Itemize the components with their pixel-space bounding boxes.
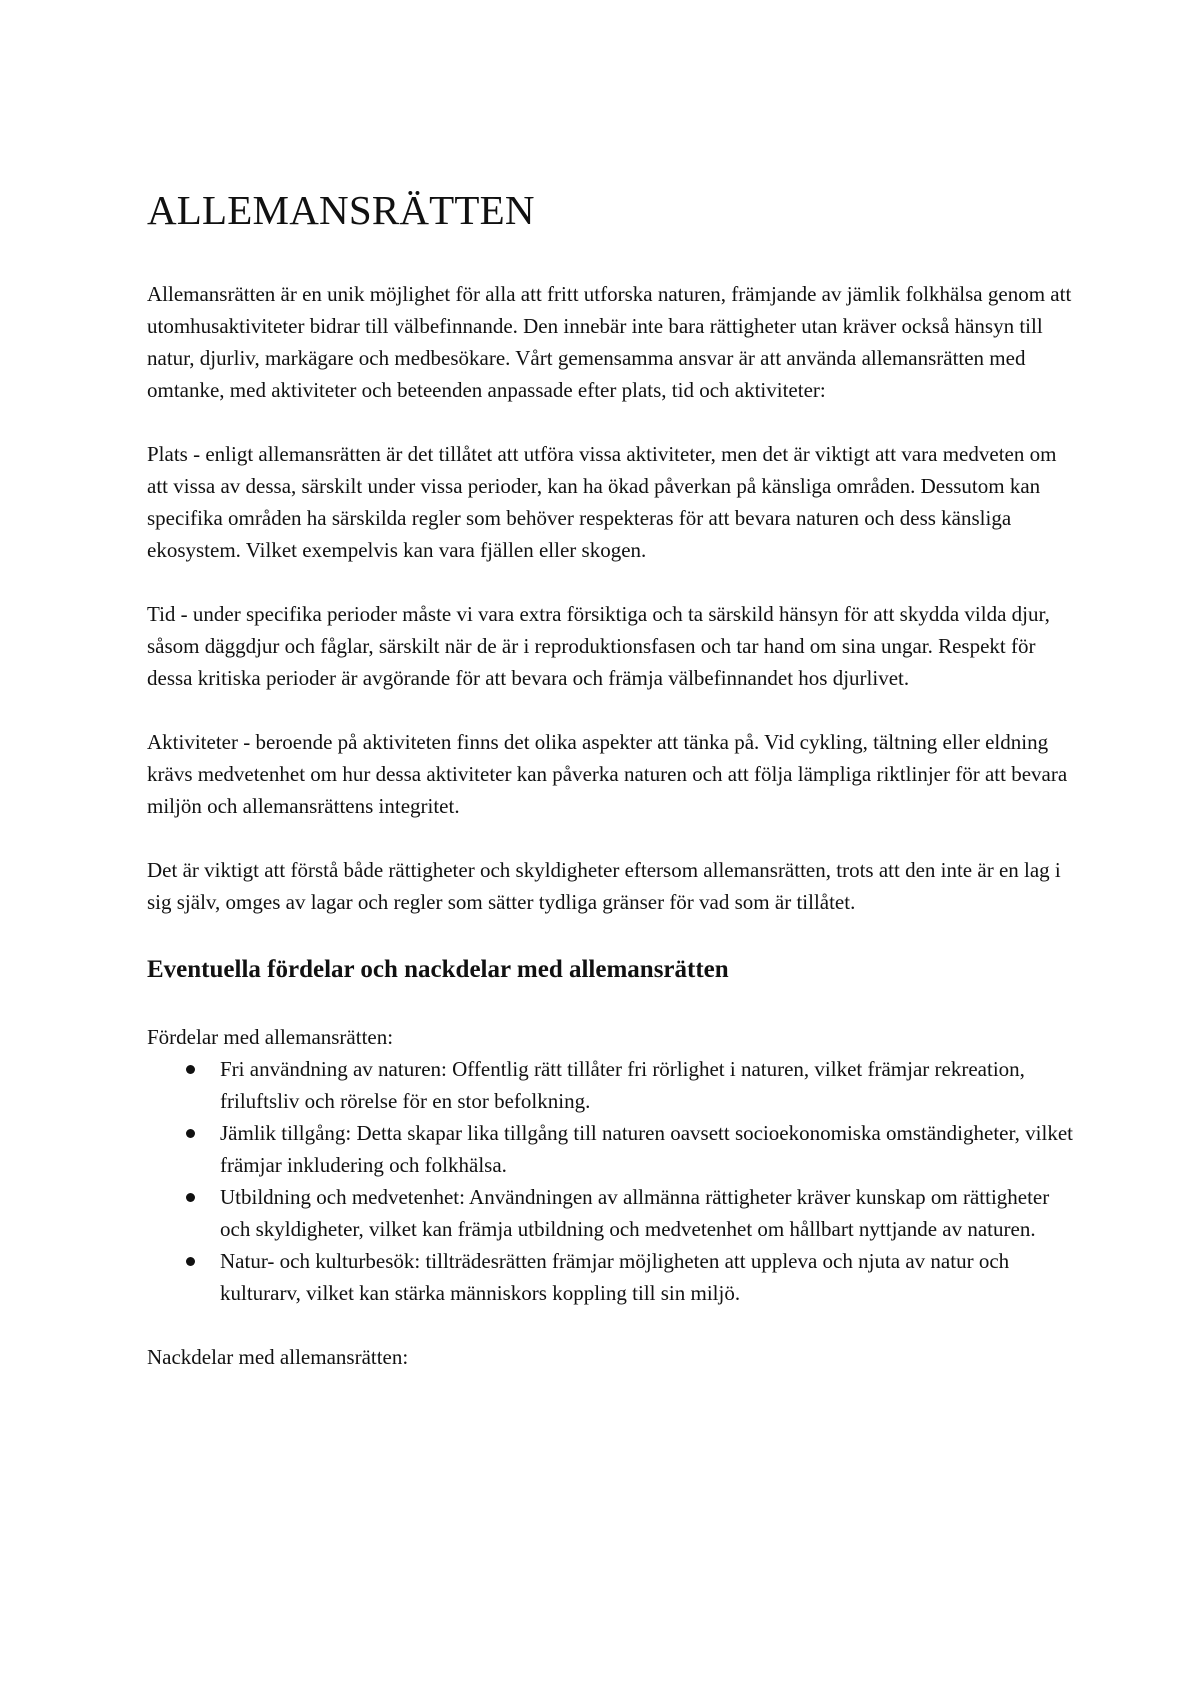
document-body xyxy=(147,180,1077,1373)
section-heading: Eventuella fördelar och nackdelar med allemansrätten xyxy=(147,956,729,983)
list-item xyxy=(147,1245,1077,1309)
bullet-icon xyxy=(186,1257,195,1266)
bullet-icon xyxy=(186,1129,195,1138)
aktiviteter-paragraph: Aktiviteter - beroende på aktiviteten finns det olika aspekter att tänka på. Vid cykling, tältning eller eldning krävs medvetenhet om hur dessa aktiviteter kan påverka naturen och att följa lämpliga riktlinjer för att bevara miljön och allemansrättens integritet. xyxy=(147,730,1068,818)
summary-paragraph: Det är viktigt att förstå både rättigheter och skyldigheter eftersom allemansrätten, trots att den inte är en lag i sig själv, omges av lagar och regler som sätter tydliga gränser för vad som är tillåtet. xyxy=(147,858,1061,914)
list-item-text: Natur- och kulturbesök: tillträdesrätten främjar möjligheten att uppleva och njuta av natur och kulturarv, vilket kan stärka människors koppling till sin miljö. xyxy=(220,1249,1010,1305)
fordelar-list xyxy=(147,1053,1077,1309)
bullet-icon xyxy=(186,1065,195,1074)
list-item-text: Fri användning av naturen: Offentlig rätt tillåter fri rörlighet i naturen, vilket främjar rekreation, friluftsliv och rörelse för en stor befolkning. xyxy=(220,1057,1025,1113)
tid-paragraph: Tid - under specifika perioder måste vi vara extra försiktiga och ta särskild hänsyn för att skydda vilda djur, såsom däggdjur och fåglar, särskilt när de är i reproduktionsfasen och tar hand om sina ungar. Respekt för dessa kritiska perioder är avgörande för att bevara och främja välbefinnandet hos djurlivet. xyxy=(147,602,1050,690)
list-item xyxy=(147,1181,1077,1245)
list-item xyxy=(147,1053,1077,1117)
list-item-text: Utbildning och medvetenhet: Användningen av allmänna rättigheter kräver kunskap om rättigheter och skyldigheter, vilket kan främja utbildning och medvetenhet om hållbart nyttjande av naturen. xyxy=(220,1185,1050,1241)
fordelar-label: Fördelar med allemansrätten: xyxy=(147,1025,394,1049)
list-item xyxy=(147,1117,1077,1181)
plats-paragraph: Plats - enligt allemansrätten är det tillåtet att utföra vissa aktiviteter, men det är viktigt att vara medveten om att vissa av dessa, särskilt under vissa perioder, kan ha ökad påverkan på känsliga områden. Dessutom kan specifika områden ha särskilda regler som behöver respekteras för att bevara naturen och dess känsliga ekosystem. Vilket exempelvis kan vara fjällen eller skogen. xyxy=(147,442,1057,562)
intro-paragraph: Allemansrätten är en unik möjlighet för alla att fritt utforska naturen, främjande av jämlik folkhälsa genom att utomhusaktiviteter bidrar till välbefinnande. Den innebär inte bara rättigheter utan kräver också hänsyn till natur, djurliv, markägare och medbesökare. Vårt gemensamma ansvar är att använda allemansrätten med omtanke, med aktiviteter och beteenden anpassade efter plats, tid och aktiviteter: xyxy=(147,282,1072,402)
document-title: ALLEMANSRÄTTEN xyxy=(147,187,535,233)
nackdelar-label: Nackdelar med allemansrätten: xyxy=(147,1345,409,1369)
list-item-text: Jämlik tillgång: Detta skapar lika tillgång till naturen oavsett socioekonomiska omständigheter, vilket främjar inkludering och folkhälsa. xyxy=(220,1121,1073,1177)
bullet-icon xyxy=(186,1193,195,1202)
